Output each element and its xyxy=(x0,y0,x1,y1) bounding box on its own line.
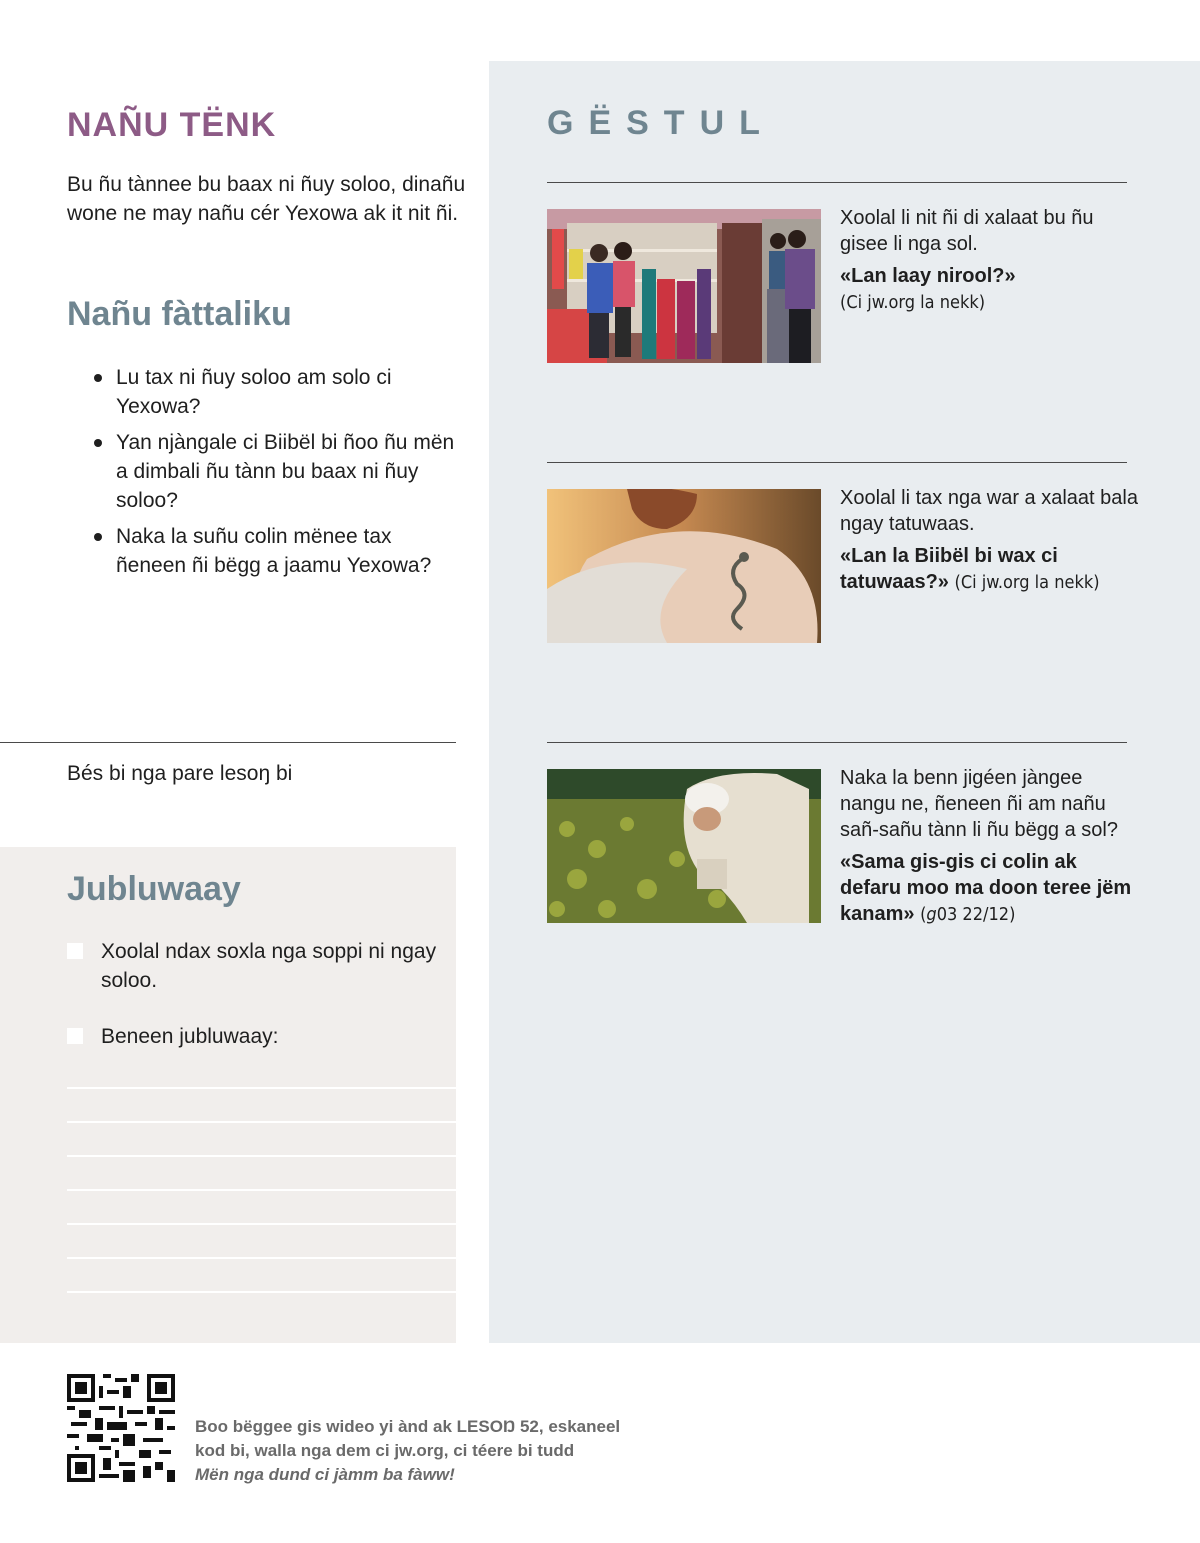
goal-item: Beneen jubluwaay: xyxy=(67,1022,437,1051)
article-link[interactable]: «Lan laay nirool?» xyxy=(840,265,1016,287)
review-heading: Nañu fàttaliku xyxy=(67,295,292,333)
qr-code-icon[interactable] xyxy=(67,1374,175,1482)
research-heading: GËSTUL xyxy=(547,104,775,142)
write-line[interactable] xyxy=(67,1087,456,1089)
list-item: Yan njàngale ci Biibël bi ñoo ñu mën a dimbali ñu tànn bu baax ni ñuy soloo? xyxy=(92,428,462,515)
card-reference: (Ci jw.org la nekk) xyxy=(954,572,1100,593)
research-card-3 xyxy=(840,765,1140,928)
write-line[interactable] xyxy=(67,1155,456,1157)
card-description: Xoolal li tax nga war a xalaat bala ngay tatuwaas. xyxy=(840,487,1138,535)
list-item: Naka la suñu colin mënee tax ñeneen ñi bëgg a jaamu Yexowa? xyxy=(92,522,462,580)
divider xyxy=(547,182,1127,183)
woman-harvesting-field-photo xyxy=(547,769,821,923)
goals-panel xyxy=(0,847,456,1343)
shoulder-tattoo-photo xyxy=(547,489,821,643)
footer-note: Boo bëggee gis wideo yi ànd ak LESOŊ 52, eskaneel kod bi, walla nga dem ci jw.org, ci téere bi tudd Mën nga dund ci jàmm ba fàww! xyxy=(195,1415,665,1487)
divider xyxy=(547,462,1127,463)
summary-text: Bu ñu tànnee bu baax ni ñuy soloo, dinañu wone ne may nañu cér Yexowa ak it nit ñi. xyxy=(67,173,466,225)
article-link[interactable]: «Sama gis-gis ci colin ak defaru moo ma doon teree jëm kanam» xyxy=(840,851,1132,925)
completion-date-label: Bés bi nga pare lesoŋ bi xyxy=(67,762,293,785)
divider xyxy=(0,742,456,743)
card-description: Naka la benn jigéen jàngee nangu ne, ñeneen ñi am nañu sañ-sañu tànn li ñu bëgg a sol? xyxy=(840,767,1118,841)
clothing-store-photo xyxy=(547,209,821,363)
card-reference: (g03 22/12) xyxy=(920,904,1016,925)
list-item: Lu tax ni ñuy soloo am solo ci Yexowa? xyxy=(92,363,462,421)
research-card-1 xyxy=(840,205,1140,316)
write-line[interactable] xyxy=(67,1291,456,1293)
write-line[interactable] xyxy=(67,1223,456,1225)
research-card-2 xyxy=(840,485,1140,596)
write-line[interactable] xyxy=(67,1189,456,1191)
publication-title: Mën nga dund ci jàmm ba fàww! xyxy=(195,1465,455,1484)
write-line[interactable] xyxy=(67,1121,456,1123)
card-description: Xoolal li nit ñi di xalaat bu ñu gisee li nga sol. xyxy=(840,207,1094,255)
goals-heading: Jubluwaay xyxy=(67,870,241,908)
write-line[interactable] xyxy=(67,1257,456,1259)
checkbox[interactable] xyxy=(67,943,83,959)
review-questions xyxy=(92,363,462,587)
article-link[interactable]: «Lan la Biibël bi wax ci tatuwaas?» xyxy=(840,545,1058,593)
summary-heading: NAÑU TËNK xyxy=(67,106,277,144)
card-reference: (Ci jw.org la nekk) xyxy=(840,292,986,313)
goal-item: Xoolal ndax soxla nga soppi ni ngay soloo. xyxy=(67,937,437,995)
divider xyxy=(547,742,1127,743)
checkbox[interactable] xyxy=(67,1028,83,1044)
